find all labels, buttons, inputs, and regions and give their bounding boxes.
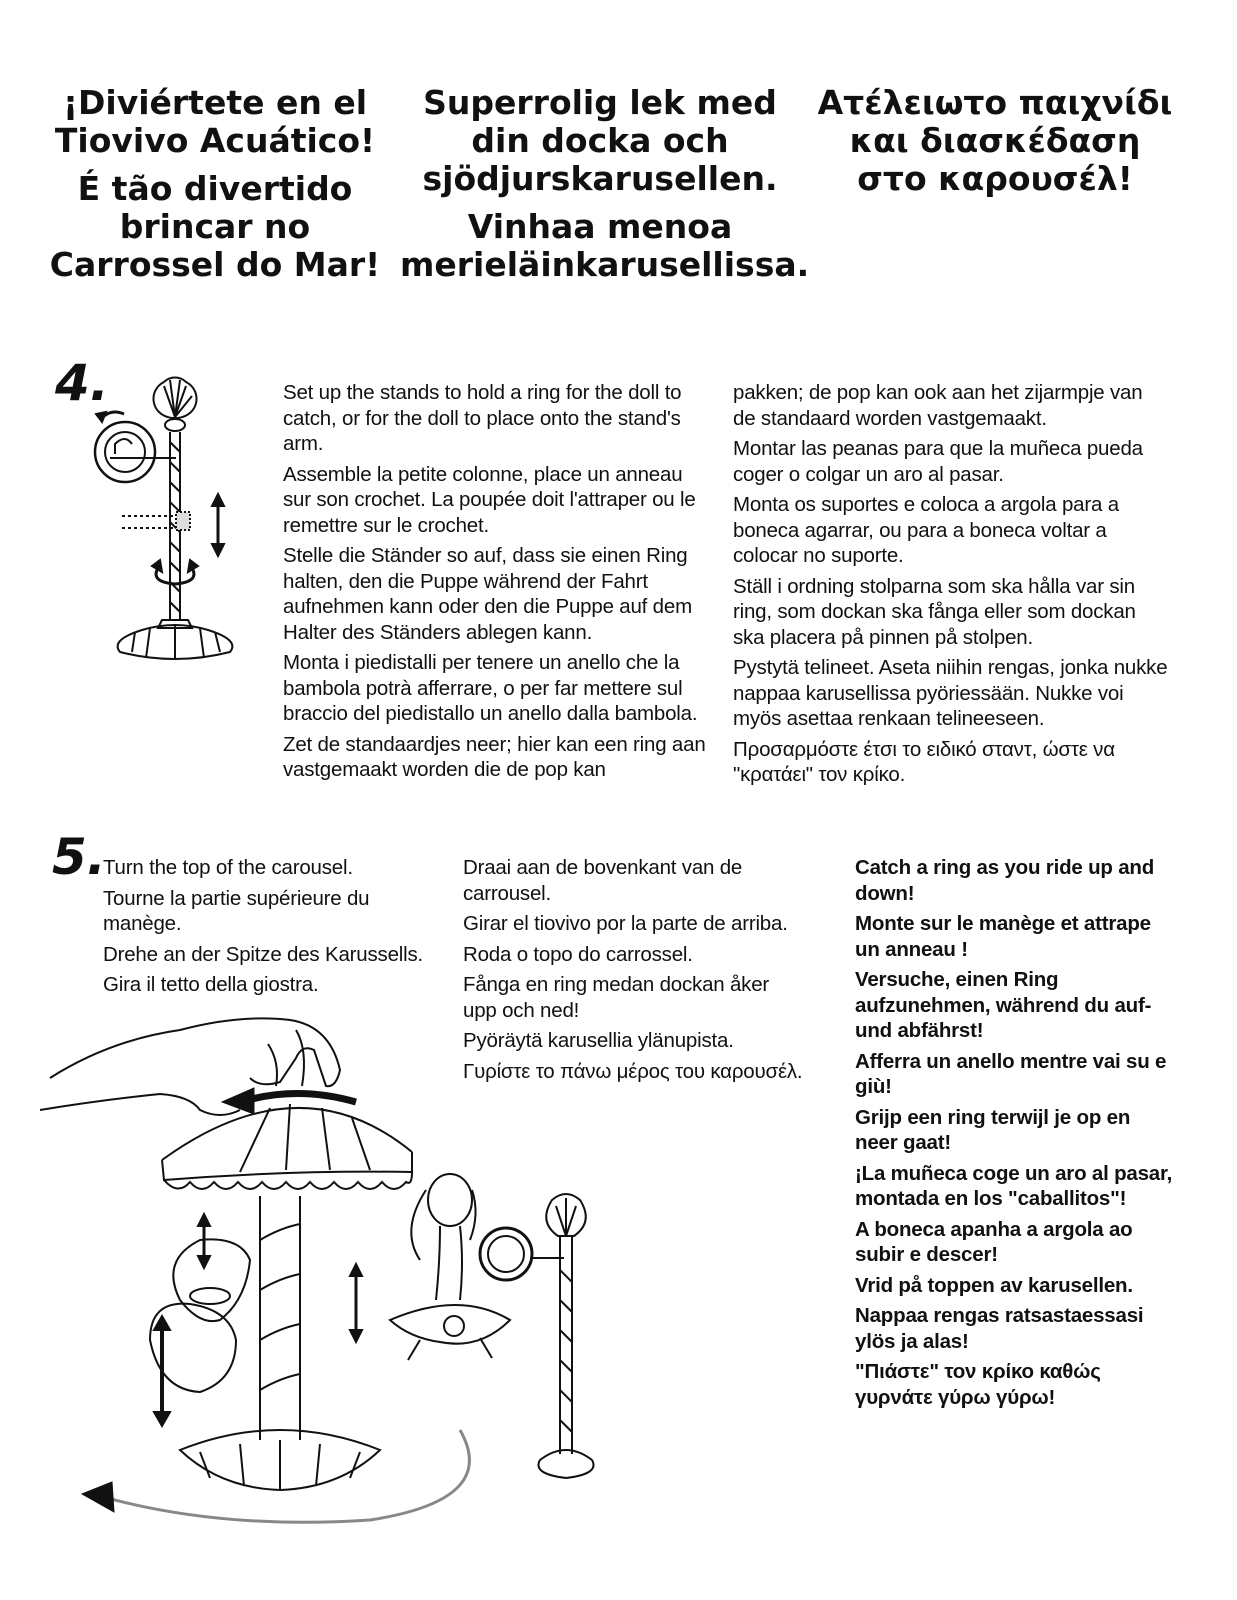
paragraph: Gira il tetto della giostra.: [103, 973, 319, 996]
heading-text: Superrolig lek med din docka och sjödjurskarusellen.: [422, 83, 778, 198]
paragraph: Stelle die Ständer so auf, dass sie einen Ring halten, den die Puppe während der Fahrt aufnehmen kann oder den die Puppe auf dem Halter des Ständers ablegen kann.: [283, 544, 692, 644]
heading-greek: [810, 84, 1180, 198]
paragraph: Ställ i ordning stolparna som ska hålla var sin ring, som dockan ska fånga eller som dockan ska placera på pinnen på stolpen.: [733, 574, 1136, 649]
paragraph: Girar el tiovivo por la parte de arriba.: [463, 912, 788, 935]
heading-text: Ατέλειωτο παιχνίδι και διασκέδαση στο καρουσέλ!: [817, 83, 1173, 198]
paragraph: Vrid på toppen av karusellen.: [855, 1273, 1133, 1297]
paragraph: Nappaa rengas ratsastaessasi ylös ja alas!: [855, 1304, 1144, 1353]
step-4-number: 4.: [55, 354, 109, 412]
paragraph: Drehe an der Spitze des Karussells.: [103, 942, 424, 966]
paragraph: pakken; de pop kan ook aan het zijarmpje van de standaard worden vastgemaakt.: [733, 381, 1143, 430]
paragraph: "Πιάστε" τον κρίκο καθώς γυρνάτε γύρω γύρω!: [855, 1360, 1101, 1409]
heading-text: É tão divertido brincar no Carrossel do Mar!: [49, 169, 381, 284]
paragraph: Montar las peanas para que la muñeca pueda coger o colgar un aro al pasar.: [733, 437, 1143, 486]
paragraph: Zet de standaardjes neer; hier kan een ring aan vastgemaakt worden die de pop kan: [283, 732, 706, 781]
step-5-number: 5.: [52, 828, 106, 886]
paragraph: Catch a ring as you ride up and down!: [855, 856, 1155, 905]
paragraph: Grijp een ring terwijl je op en neer gaat!: [855, 1105, 1131, 1154]
stand-illustration: [80, 370, 260, 690]
paragraph: Turn the top of the carousel.: [103, 856, 353, 879]
paragraph: Set up the stands to hold a ring for the doll to catch, or for the doll to place onto the stand's arm.: [283, 381, 682, 455]
paragraph: Roda o topo do carrossel.: [463, 942, 693, 966]
paragraph: Draai aan de bovenkant van de carrousel.: [463, 856, 743, 905]
step-4-text-right: [733, 380, 1168, 793]
paragraph: Pyöräytä karusellia ylänupista.: [463, 1029, 734, 1052]
paragraph: Monta i piedistalli per tenere un anello che la bambola potrà afferrare, o per far mettere sul braccio del piedistallo un anello dalla bambola.: [283, 651, 698, 725]
paragraph: Assemble la petite colonne, place un anneau sur son crochet. La poupée doit l'attraper ou le remettre sur le crochet.: [283, 462, 696, 537]
paragraph: Γυρίστε το πάνω μέρος του καρουσέλ.: [463, 1059, 803, 1083]
paragraph: Monta os suportes e coloca a argola para a boneca agarrar, ou para a boneca voltar a colocar no suporte.: [733, 493, 1119, 567]
heading-text: ¡Diviértete en el Tiovivo Acuático!: [54, 83, 376, 160]
heading-text: Vinhaa menoa merieläinkarusellissa.: [400, 207, 810, 284]
carousel-illustration: [40, 1000, 660, 1560]
step-5-text-right: [855, 855, 1175, 1415]
step-5-text-left: [103, 855, 448, 1003]
paragraph: Fånga en ring medan dockan åker upp och ned!: [463, 973, 770, 1022]
paragraph: Afferra un anello mentre vai su e giù!: [855, 1049, 1167, 1098]
paragraph: Pystytä telineet. Aseta niihin rengas, jonka nukke nappaa karusellissa pyöriessään. Nukke voi myös asettaa renkaan telineeseen.: [733, 656, 1168, 730]
paragraph: Tourne la partie supérieure du manège.: [103, 886, 370, 935]
paragraph: Monte sur le manège et attrape un anneau !: [855, 912, 1151, 961]
paragraph: ¡La muñeca coge un aro al pasar, montada en los "caballitos"!: [855, 1161, 1173, 1210]
paragraph: A boneca apanha a argola ao subir e descer!: [855, 1217, 1133, 1266]
step-4-text-left: [283, 380, 713, 788]
paragraph: Versuche, einen Ring aufzunehmen, während du auf- und abfährst!: [855, 968, 1152, 1042]
paragraph: Προσαρμόστε έτσι το ειδικό σταντ, ώστε να "κρατάει" τον κρίκο.: [733, 737, 1115, 786]
heading-spanish-portuguese: [40, 84, 390, 284]
heading-swedish-finnish: [400, 83, 810, 284]
